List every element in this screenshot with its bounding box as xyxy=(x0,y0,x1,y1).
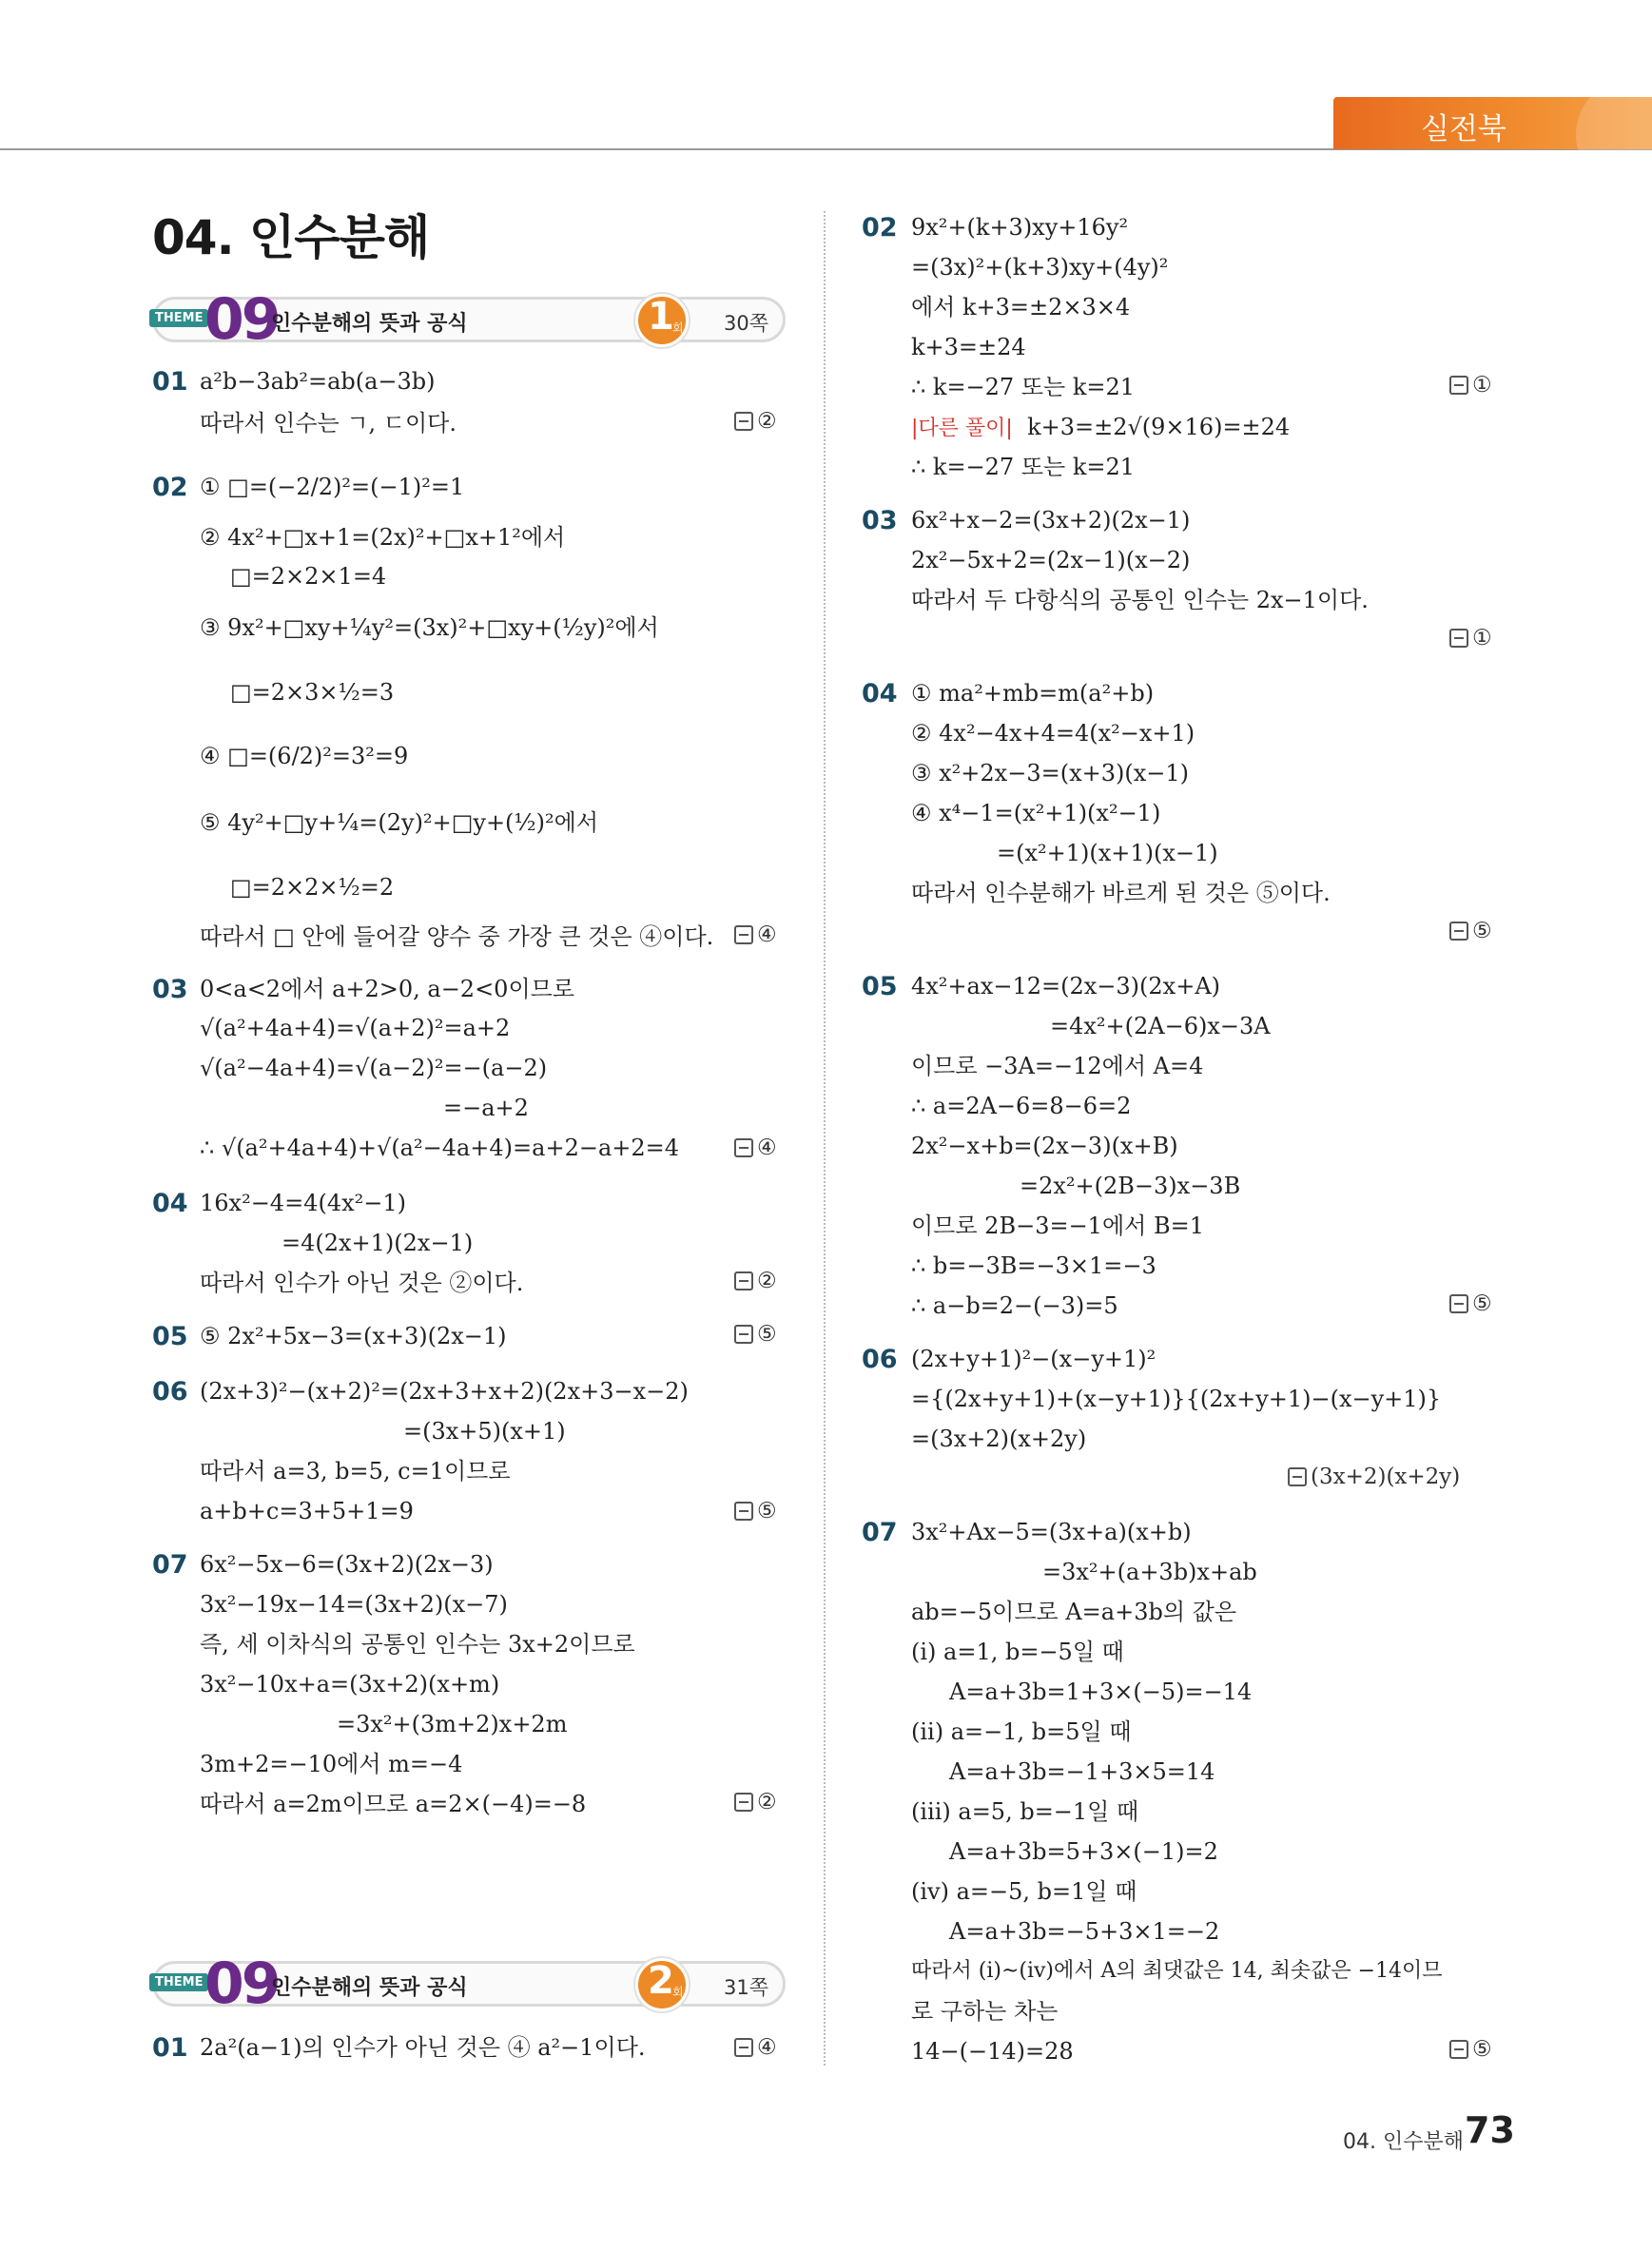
answer-icon xyxy=(1288,1467,1307,1486)
answer-icon xyxy=(1449,629,1468,648)
answer-mark: ④ xyxy=(734,922,777,947)
solution-line: (ⅲ) a=5, b=−1일 때 xyxy=(911,1798,1139,1825)
footer-chapter: 04. 인수분해 xyxy=(1343,2130,1464,2154)
solution-line: =(3x+5)(x+1) xyxy=(403,1418,566,1445)
problem-number: 05 xyxy=(152,1322,188,1351)
solution-line: 3x²−19x−14=(3x+2)(x−7) xyxy=(200,1591,508,1618)
solution-line: 이므로 −3A=−12에서 A=4 xyxy=(911,1053,1204,1079)
theme-title: 인수분해의 뜻과 공식 xyxy=(271,312,468,336)
solution-line: 2a²(a−1)의 인수가 아닌 것은 ④ a²−1이다. xyxy=(200,2034,646,2061)
solution-line: 4x²+ax−12=(2x−3)(2x+A) xyxy=(911,973,1221,999)
solution-line: =3x²+(3m+2)x+2m xyxy=(337,1711,568,1737)
solution-line: (ⅰ) a=1, b=−5일 때 xyxy=(911,1639,1124,1665)
solution-line: A=a+3b=−5+3×1=−2 xyxy=(949,1918,1220,1945)
solution-line: =(3x)²+(k+3)xy+(4y)² xyxy=(911,254,1169,281)
answer-icon xyxy=(734,412,753,431)
problem-number: 07 xyxy=(152,1550,188,1580)
tab-decoration xyxy=(1576,78,1652,192)
solution-line: 따라서 a=3, b=5, c=1이므로 xyxy=(200,1458,511,1484)
answer-mark: ⑤ xyxy=(1449,2037,1492,2062)
solution-line: 따라서 인수가 아닌 것은 ②이다. xyxy=(200,1270,524,1296)
alt-solution-label: |다른 풀이| xyxy=(911,417,1013,440)
answer-mark: ④ xyxy=(734,2035,777,2060)
answer-mark: ⑤ xyxy=(734,1322,777,1347)
problem-number: 04 xyxy=(152,1189,188,1218)
answer-mark: (3x+2)(x+2y) xyxy=(1288,1465,1460,1489)
solution-line: =2x²+(2B−3)x−3B xyxy=(1020,1173,1241,1199)
solution-line: 2x²−x+b=(2x−3)(x+B) xyxy=(911,1133,1178,1159)
answer-icon xyxy=(1449,2040,1468,2059)
theme-bar-round-1 xyxy=(152,286,786,353)
solution-line: 이므로 2B−3=−1에서 B=1 xyxy=(911,1213,1204,1239)
solution-line: 6x²−5x−6=(3x+2)(2x−3) xyxy=(200,1551,494,1578)
solution-line: ① ma²+mb=m(a²+b) xyxy=(911,680,1155,707)
solution-line: =4(2x+1)(2x−1) xyxy=(282,1230,474,1256)
solution-line: √(a²+4a+4)=√(a+2)²=a+2 xyxy=(200,1015,511,1041)
problem-number: 03 xyxy=(152,975,188,1004)
solution-line: ② 4x²−4x+4=4(x²−x+1) xyxy=(911,720,1195,747)
theme-page: 30쪽 xyxy=(724,312,769,335)
alt-solution-line: |다른 풀이| k+3=±2√(9×16)=±24 xyxy=(911,414,1291,440)
solution-line: √(a²−4a+4)=√(a−2)²=−(a−2) xyxy=(200,1055,548,1081)
solution-line: ⑤ 2x²+5x−3=(x+3)(2x−1) xyxy=(200,1323,507,1349)
problem-number: 01 xyxy=(152,367,188,397)
solution-line: 0<a<2에서 a+2>0, a−2<0이므로 xyxy=(200,976,575,1002)
solution-line: =−a+2 xyxy=(443,1095,529,1121)
theme-page: 31쪽 xyxy=(724,1976,769,1999)
theme-bar-round-2 xyxy=(152,1950,786,2017)
answer-icon xyxy=(734,925,753,944)
answer-icon xyxy=(1449,1294,1468,1313)
solution-line: ③ x²+2x−3=(x+3)(x−1) xyxy=(911,760,1189,786)
solution-line: A=a+3b=5+3×(−1)=2 xyxy=(949,1838,1218,1865)
problem-number: 02 xyxy=(152,473,188,502)
theme-title: 인수분해의 뜻과 공식 xyxy=(271,1976,468,2000)
answer-mark: ⑤ xyxy=(734,1499,777,1523)
problem-number: 02 xyxy=(862,213,898,243)
solution-line: ={(2x+y+1)+(x−y+1)}{(2x+y+1)−(x−y+1)} xyxy=(911,1386,1442,1412)
solution-line: 따라서 (ⅰ)~(ⅳ)에서 A의 최댓값은 14, 최솟값은 −14이므 xyxy=(911,1959,1443,1983)
answer-mark: ① xyxy=(1449,373,1492,398)
solution-line: ① □=(−2/2)²=(−1)²=1 xyxy=(200,474,465,500)
book-label: 실전북 xyxy=(1421,112,1506,146)
solution-line: 3x²+Ax−5=(3x+a)(x+b) xyxy=(911,1519,1192,1545)
problem-number: 07 xyxy=(862,1518,898,1547)
answer-mark: ⑤ xyxy=(1449,1291,1492,1316)
answer-mark: ② xyxy=(734,1790,777,1814)
solution-line: ② 4x²+□x+1=(2x)²+□x+1²에서 xyxy=(200,524,566,551)
solution-line: 즉, 세 이차식의 공통인 인수는 3x+2이므로 xyxy=(200,1631,635,1658)
theme-number: 09 xyxy=(204,286,279,353)
solution-line: 따라서 □ 안에 들어갈 양수 중 가장 큰 것은 ④이다. xyxy=(200,923,714,950)
solution-line: k+3=±24 xyxy=(911,334,1026,360)
answer-icon xyxy=(1449,922,1468,941)
solution-line: =3x²+(a+3b)x+ab xyxy=(1042,1559,1257,1585)
chapter-title: 04. 인수분해 xyxy=(152,210,430,265)
problem-number: 06 xyxy=(152,1377,188,1407)
solution-line: □=2×3×½=3 xyxy=(230,679,395,706)
answer-mark: ⑤ xyxy=(1449,919,1492,943)
solution-line: 16x²−4=4(4x²−1) xyxy=(200,1190,406,1216)
round-suffix: 회 xyxy=(672,1986,684,1999)
answer-icon xyxy=(1449,376,1468,395)
solution-line: ∴ k=−27 또는 k=21 xyxy=(911,374,1136,400)
solution-line: (2x+3)²−(x+2)²=(2x+3+x+2)(2x+3−x−2) xyxy=(200,1378,689,1405)
solution-line: 따라서 두 다항식의 공통인 인수는 2x−1이다. xyxy=(911,587,1369,613)
solution-line: (ⅳ) a=−5, b=1일 때 xyxy=(911,1878,1137,1905)
solution-line: 2x²−5x+2=(2x−1)(x−2) xyxy=(911,547,1191,573)
problem-number: 06 xyxy=(862,1345,898,1374)
solution-line: ⑤ 4y²+□y+¼=(2y)²+□y+(½)²에서 xyxy=(200,809,599,836)
solution-line: A=a+3b=−1+3×5=14 xyxy=(949,1758,1215,1785)
answer-mark: ① xyxy=(1449,626,1492,650)
round-badge xyxy=(635,294,689,347)
solution-line: 에서 k+3=±2×3×4 xyxy=(911,294,1131,320)
solution-line: =(3x+2)(x+2y) xyxy=(911,1426,1087,1452)
theme-badge: THEME xyxy=(149,309,208,327)
solution-line: 14−(−14)=28 xyxy=(911,2038,1074,2065)
theme-number: 09 xyxy=(204,1950,279,2017)
solution-line: ∴ a=2A−6=8−6=2 xyxy=(911,1093,1132,1119)
answer-mark: ② xyxy=(734,409,777,434)
solution-line: ③ 9x²+□xy+¼y²=(3x)²+□xy+(½y)²에서 xyxy=(200,614,659,641)
solution-line: ④ □=(6/2)²=3²=9 xyxy=(200,743,409,769)
problem-number: 01 xyxy=(152,2033,188,2063)
problem-number: 05 xyxy=(862,972,898,1001)
solution-line: 6x²+x−2=(3x+2)(2x−1) xyxy=(911,507,1191,534)
page-number: 73 xyxy=(1465,2109,1515,2151)
round-badge xyxy=(635,1958,689,2011)
solution-line: 9x²+(k+3)xy+16y² xyxy=(911,214,1129,241)
answer-icon xyxy=(734,1138,753,1157)
solution-line: a+b+c=3+5+1=9 xyxy=(200,1498,414,1524)
column-divider xyxy=(824,211,826,2066)
book-tab xyxy=(1333,97,1652,149)
solution-line: ∴ √(a²+4a+4)+√(a²−4a+4)=a+2−a+2=4 xyxy=(200,1135,680,1161)
answer-mark: ② xyxy=(734,1269,777,1293)
solution-line: ∴ k=−27 또는 k=21 xyxy=(911,454,1136,480)
round-suffix: 회 xyxy=(672,321,684,335)
solution-line: a²b−3ab²=ab(a−3b) xyxy=(200,368,436,395)
solution-line: 3m+2=−10에서 m=−4 xyxy=(200,1751,463,1777)
solution-line: =4x²+(2A−6)x−3A xyxy=(1050,1013,1271,1039)
solution-line: (ⅱ) a=−1, b=5일 때 xyxy=(911,1718,1132,1745)
solution-line: =(x²+1)(x+1)(x−1) xyxy=(997,840,1218,866)
solution-line: 따라서 인수분해가 바르게 된 것은 ⑤이다. xyxy=(911,880,1331,906)
answer-mark: ④ xyxy=(734,1135,777,1160)
solution-line: 로 구하는 차는 xyxy=(911,1998,1059,2025)
answer-icon xyxy=(734,1793,753,1812)
solution-line: 따라서 a=2m이므로 a=2×(−4)=−8 xyxy=(200,1791,587,1817)
theme-badge: THEME xyxy=(149,1973,208,1991)
answer-icon xyxy=(734,1325,753,1344)
round-number: 2 xyxy=(648,1959,674,2003)
solution-line: A=a+3b=1+3×(−5)=−14 xyxy=(949,1679,1253,1705)
round-number: 1 xyxy=(648,295,674,339)
solution-line: 3x²−10x+a=(3x+2)(x+m) xyxy=(200,1671,500,1698)
answer-icon xyxy=(734,2038,753,2057)
solution-line: (2x+y+1)²−(x−y+1)² xyxy=(911,1346,1156,1372)
solution-line: ab=−5이므로 A=a+3b의 값은 xyxy=(911,1599,1237,1625)
solution-line: ∴ b=−3B=−3×1=−3 xyxy=(911,1252,1156,1279)
solution-line: ∴ a−b=2−(−3)=5 xyxy=(911,1292,1118,1319)
problem-number: 04 xyxy=(862,679,898,708)
problem-number: 03 xyxy=(862,506,898,535)
solution-line: 따라서 인수는 ㄱ, ㄷ이다. xyxy=(200,410,457,437)
answer-icon xyxy=(734,1271,753,1290)
answer-icon xyxy=(734,1502,753,1521)
solution-line: ④ x⁴−1=(x²+1)(x²−1) xyxy=(911,800,1161,826)
solution-line: □=2×2×½=2 xyxy=(230,874,395,901)
solution-line: □=2×2×1=4 xyxy=(230,563,387,590)
